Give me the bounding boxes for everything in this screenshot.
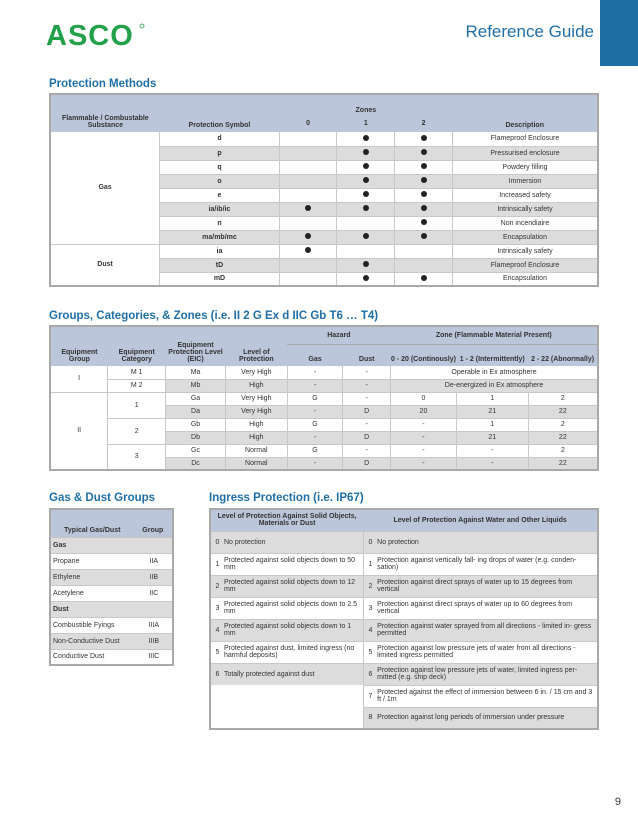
zone-cell bbox=[395, 132, 453, 146]
zone-cell bbox=[279, 272, 337, 286]
header-zone-intermittent: 1 - 2 (Intermittently) bbox=[456, 344, 528, 366]
description-cell: Encapsulation bbox=[452, 272, 598, 286]
zone-dot-icon bbox=[363, 275, 369, 281]
solid-level-cell: 3 bbox=[210, 597, 224, 619]
zone-abnormal-cell: 2 bbox=[528, 418, 598, 431]
solid-level-cell: 1 bbox=[210, 553, 224, 575]
header-zone-1: 1 bbox=[337, 114, 395, 132]
water-level-cell: 7 bbox=[363, 685, 377, 707]
table-row bbox=[50, 418, 598, 431]
protection-methods-table bbox=[49, 93, 599, 287]
zone-cell bbox=[395, 216, 453, 230]
gas-cell: - bbox=[287, 431, 343, 444]
dust-cell: - bbox=[343, 418, 391, 431]
gas-cell: G bbox=[287, 444, 343, 457]
zone-cell bbox=[279, 188, 337, 202]
header-group: Group bbox=[134, 509, 173, 537]
header-description: Description bbox=[452, 94, 598, 132]
zone-cell bbox=[279, 230, 337, 244]
solid-level-cell: 2 bbox=[210, 575, 224, 597]
gas-cell: - bbox=[287, 457, 343, 470]
zone-abnormal-cell: 22 bbox=[528, 405, 598, 418]
solid-desc-cell: No protection bbox=[224, 531, 363, 553]
protection-methods-title: Protection Methods bbox=[49, 78, 157, 90]
zone-cell bbox=[279, 216, 337, 230]
zone-cell bbox=[337, 258, 395, 272]
category-cell: 2 bbox=[108, 418, 166, 444]
description-cell: Increased safety bbox=[452, 188, 598, 202]
zone-cell bbox=[395, 160, 453, 174]
table-row bbox=[210, 619, 598, 641]
solid-level-cell: 4 bbox=[210, 619, 224, 641]
solid-desc-cell: Protected against dust, limited ingress (no harmful deposits) bbox=[224, 641, 363, 663]
header-zone-abnormal: 2 - 22 (Abnormally) bbox=[528, 344, 598, 366]
description-cell: Intrinsically safety bbox=[452, 202, 598, 216]
zone-note-cell: De-energized in Ex atmosphere bbox=[391, 379, 598, 392]
solid-desc-cell: Totally protected against dust bbox=[224, 663, 363, 685]
water-desc-cell: Protected against the effect of immersion between 6 in. / 15 cm and 3 ft / 1m bbox=[377, 685, 598, 707]
zone-intermittent-cell: 21 bbox=[456, 431, 528, 444]
description-cell: Encapsulation bbox=[452, 230, 598, 244]
symbol-cell: ma/mb/mc bbox=[160, 230, 280, 244]
table-row bbox=[50, 601, 173, 617]
zone-intermittent-cell: 21 bbox=[456, 405, 528, 418]
table-row bbox=[50, 366, 598, 379]
zone-dot-icon bbox=[421, 275, 427, 281]
table-row bbox=[210, 707, 598, 729]
header-zones: Zones bbox=[279, 94, 452, 114]
zone-dot-icon bbox=[363, 191, 369, 197]
table-row bbox=[50, 392, 598, 405]
symbol-cell: mD bbox=[160, 272, 280, 286]
groups-categories-title: Groups, Categories, & Zones (i.e. II 2 G Ex d IIC Gb T6 … T4) bbox=[49, 310, 379, 322]
water-desc-cell: Protection against direct sprays of water up to 15 degrees from vertical bbox=[377, 575, 598, 597]
gas-cell: - bbox=[287, 366, 343, 379]
zone-continous-cell: - bbox=[391, 457, 457, 470]
zone-cell bbox=[279, 160, 337, 174]
water-level-cell: 1 bbox=[363, 553, 377, 575]
zone-dot-icon bbox=[363, 135, 369, 141]
gas-dust-name-cell: Dust bbox=[50, 601, 134, 617]
header-hazard: Hazard bbox=[287, 326, 390, 344]
gas-dust-group-cell: IIIA bbox=[134, 617, 173, 633]
zone-cell bbox=[395, 202, 453, 216]
header-dust: Dust bbox=[343, 344, 391, 366]
level-cell: Normal bbox=[225, 444, 287, 457]
groups-categories-table bbox=[49, 325, 599, 471]
water-desc-cell: Protection against vertically fall- ing drops of water (e.g. conden- sation) bbox=[377, 553, 598, 575]
zone-cell bbox=[279, 146, 337, 160]
dust-cell: D bbox=[343, 457, 391, 470]
level-cell: Normal bbox=[225, 457, 287, 470]
ingress-title: Ingress Protection (i.e. IP67) bbox=[209, 492, 364, 504]
symbol-cell: o bbox=[160, 174, 280, 188]
zone-cell bbox=[395, 258, 453, 272]
zone-cell bbox=[337, 188, 395, 202]
table-row bbox=[210, 597, 598, 619]
zone-note-cell: Operable in Ex atmosphere bbox=[391, 366, 598, 379]
symbol-cell: q bbox=[160, 160, 280, 174]
zone-cell bbox=[395, 174, 453, 188]
water-level-cell: 5 bbox=[363, 641, 377, 663]
zone-dot-icon bbox=[305, 233, 311, 239]
zone-cell bbox=[395, 146, 453, 160]
water-level-cell: 0 bbox=[363, 531, 377, 553]
zone-cell bbox=[279, 132, 337, 146]
zone-dot-icon bbox=[421, 205, 427, 211]
zone-abnormal-cell: 22 bbox=[528, 457, 598, 470]
level-cell: High bbox=[225, 431, 287, 444]
zone-dot-icon bbox=[363, 177, 369, 183]
page-title: Reference Guide bbox=[465, 22, 594, 41]
zone-dot-icon bbox=[363, 205, 369, 211]
zone-intermittent-cell: 1 bbox=[456, 392, 528, 405]
header-equipment-group: Equipment Group bbox=[50, 326, 108, 366]
header-gas: Gas bbox=[287, 344, 343, 366]
category-cell: M 1 bbox=[108, 366, 166, 379]
solid-level-cell: 5 bbox=[210, 641, 224, 663]
dust-cell: - bbox=[343, 366, 391, 379]
description-cell: Non incendiaire bbox=[452, 216, 598, 230]
solid-desc-cell: Protected against solid objects down to 2.5 mm bbox=[224, 597, 363, 619]
epl-cell: Dc bbox=[166, 457, 226, 470]
water-level-cell: 8 bbox=[363, 707, 377, 729]
group-cell: I bbox=[50, 366, 108, 392]
gas-dust-group-cell: IIIB bbox=[134, 633, 173, 649]
table-row bbox=[50, 569, 173, 585]
solid-desc-cell: Protected against solid objects down to 50 mm bbox=[224, 553, 363, 575]
epl-cell: Mb bbox=[166, 379, 226, 392]
gas-dust-group-cell: IIA bbox=[134, 553, 173, 569]
zone-cell bbox=[337, 244, 395, 258]
gas-dust-name-cell: Acetylene bbox=[50, 585, 134, 601]
header-solid: Level of Protection Against Solid Objects, Materials or Dust bbox=[210, 509, 363, 531]
ingress-table bbox=[209, 508, 599, 730]
header-zone-0: 0 bbox=[279, 114, 337, 132]
gas-dust-name-cell: Propane bbox=[50, 553, 134, 569]
gas-dust-name-cell: Conductive Dust bbox=[50, 649, 134, 665]
table-row bbox=[50, 244, 598, 258]
header-substance: Flammable / Combustable Substance bbox=[50, 94, 160, 132]
zone-dot-icon bbox=[305, 205, 311, 211]
header-zone: Zone (Flammable Material Present) bbox=[391, 326, 598, 344]
zone-dot-icon bbox=[363, 233, 369, 239]
description-cell: Immersion bbox=[452, 174, 598, 188]
table-row bbox=[50, 617, 173, 633]
zone-cell bbox=[395, 188, 453, 202]
solid-level-cell: 0 bbox=[210, 531, 224, 553]
gas-cell: G bbox=[287, 418, 343, 431]
zone-intermittent-cell: - bbox=[456, 444, 528, 457]
zone-dot-icon bbox=[363, 261, 369, 267]
solid-level-cell bbox=[210, 707, 224, 729]
table-row bbox=[50, 379, 598, 392]
zone-abnormal-cell: 22 bbox=[528, 431, 598, 444]
zone-cell bbox=[337, 160, 395, 174]
water-level-cell: 2 bbox=[363, 575, 377, 597]
symbol-cell: e bbox=[160, 188, 280, 202]
table-row bbox=[50, 649, 173, 665]
zone-dot-icon bbox=[421, 219, 427, 225]
epl-cell: Ma bbox=[166, 366, 226, 379]
zone-abnormal-cell: 2 bbox=[528, 444, 598, 457]
header-water: Level of Protection Against Water and Other Liquids bbox=[363, 509, 598, 531]
epl-cell: Gb bbox=[166, 418, 226, 431]
table-row bbox=[210, 531, 598, 553]
zone-intermittent-cell: - bbox=[456, 457, 528, 470]
zone-dot-icon bbox=[305, 247, 311, 253]
zone-dot-icon bbox=[421, 163, 427, 169]
symbol-cell: n bbox=[160, 216, 280, 230]
header-zone-continous: 0 - 20 (Continously) bbox=[391, 344, 457, 366]
zone-dot-icon bbox=[421, 135, 427, 141]
solid-level-cell bbox=[210, 685, 224, 707]
header-typical: Typical Gas/Dust bbox=[50, 509, 134, 537]
zone-cell bbox=[279, 202, 337, 216]
zone-continous-cell: 0 bbox=[391, 392, 457, 405]
substance-cell: Gas bbox=[50, 132, 160, 244]
zone-abnormal-cell: 2 bbox=[528, 392, 598, 405]
gas-dust-group-cell: IIB bbox=[134, 569, 173, 585]
symbol-cell: ia/ib/ic bbox=[160, 202, 280, 216]
table-row bbox=[50, 553, 173, 569]
description-cell: Flameproof Enclosure bbox=[452, 258, 598, 272]
gas-dust-group-cell bbox=[134, 537, 173, 553]
description-cell: Flameproof Enclosure bbox=[452, 132, 598, 146]
water-desc-cell: Protection against low pressure jets of water, limited ingress per- mitted (e.g. ship deck) bbox=[377, 663, 598, 685]
header-symbol: Protection Symbol bbox=[160, 94, 280, 132]
zone-cell bbox=[337, 132, 395, 146]
zone-cell bbox=[279, 244, 337, 258]
gas-cell: - bbox=[287, 379, 343, 392]
category-cell: 3 bbox=[108, 444, 166, 470]
level-cell: Very High bbox=[225, 366, 287, 379]
dust-cell: - bbox=[343, 392, 391, 405]
solid-desc-cell: Protected against solid objects down to 12 mm bbox=[224, 575, 363, 597]
zone-dot-icon bbox=[421, 149, 427, 155]
zone-dot-icon bbox=[363, 149, 369, 155]
category-cell: 1 bbox=[108, 392, 166, 418]
level-cell: Very High bbox=[225, 405, 287, 418]
zone-cell bbox=[337, 146, 395, 160]
epl-cell: Gc bbox=[166, 444, 226, 457]
description-cell: Pressurised enclosure bbox=[452, 146, 598, 160]
level-cell: High bbox=[225, 379, 287, 392]
epl-cell: Da bbox=[166, 405, 226, 418]
water-level-cell: 3 bbox=[363, 597, 377, 619]
symbol-cell: p bbox=[160, 146, 280, 160]
dust-cell: D bbox=[343, 405, 391, 418]
header-equipment-category: Equipment Category bbox=[108, 326, 166, 366]
zone-cell bbox=[337, 230, 395, 244]
solid-desc-cell bbox=[224, 707, 363, 729]
zone-cell bbox=[395, 230, 453, 244]
dust-cell: D bbox=[343, 431, 391, 444]
level-cell: Very High bbox=[225, 392, 287, 405]
table-row bbox=[210, 663, 598, 685]
symbol-cell: ia bbox=[160, 244, 280, 258]
epl-cell: Db bbox=[166, 431, 226, 444]
gas-dust-group-cell: IIIC bbox=[134, 649, 173, 665]
table-row bbox=[50, 132, 598, 146]
table-row bbox=[50, 633, 173, 649]
symbol-cell: d bbox=[160, 132, 280, 146]
svg-text:ASCO: ASCO bbox=[46, 20, 134, 50]
zone-dot-icon bbox=[421, 233, 427, 239]
table-row bbox=[210, 553, 598, 575]
water-level-cell: 6 bbox=[363, 663, 377, 685]
gas-dust-name-cell: Ethylene bbox=[50, 569, 134, 585]
water-level-cell: 4 bbox=[363, 619, 377, 641]
gas-dust-title: Gas & Dust Groups bbox=[49, 492, 156, 504]
level-cell: High bbox=[225, 418, 287, 431]
category-cell: M 2 bbox=[108, 379, 166, 392]
dust-cell: - bbox=[343, 444, 391, 457]
zone-cell bbox=[337, 272, 395, 286]
zone-continous-cell: - bbox=[391, 418, 457, 431]
header-epl: Equipment Protection Level (EIC) bbox=[166, 326, 226, 366]
zone-cell bbox=[395, 244, 453, 258]
water-desc-cell: Protection against direct sprays of water up to 60 degrees from vertical bbox=[377, 597, 598, 619]
symbol-cell: tD bbox=[160, 258, 280, 272]
table-row bbox=[210, 575, 598, 597]
zone-cell bbox=[337, 174, 395, 188]
group-cell: II bbox=[50, 392, 108, 470]
water-desc-cell: Protection against water sprayed from all directions - limited in- gress permitted bbox=[377, 619, 598, 641]
dust-cell: - bbox=[343, 379, 391, 392]
zone-cell bbox=[395, 272, 453, 286]
solid-desc-cell: Protected against solid objects down to 1 mm bbox=[224, 619, 363, 641]
zone-dot-icon bbox=[363, 163, 369, 169]
substance-cell: Dust bbox=[50, 244, 160, 286]
table-row bbox=[210, 641, 598, 663]
description-cell: Intrinsically safety bbox=[452, 244, 598, 258]
asco-logo bbox=[46, 20, 146, 50]
header-level: Level of Protection bbox=[225, 326, 287, 366]
solid-desc-cell bbox=[224, 685, 363, 707]
zone-cell bbox=[337, 216, 395, 230]
gas-dust-name-cell: Combustible Fyings bbox=[50, 617, 134, 633]
gas-dust-table bbox=[49, 508, 174, 666]
gas-dust-group-cell: IIC bbox=[134, 585, 173, 601]
epl-cell: Ga bbox=[166, 392, 226, 405]
zone-dot-icon bbox=[421, 177, 427, 183]
header-zone-2: 2 bbox=[395, 114, 453, 132]
zone-continous-cell: - bbox=[391, 431, 457, 444]
table-row bbox=[50, 585, 173, 601]
zone-dot-icon bbox=[421, 191, 427, 197]
description-cell: Powdery filling bbox=[452, 160, 598, 174]
page-number: 9 bbox=[614, 796, 621, 808]
gas-cell: - bbox=[287, 405, 343, 418]
zone-cell bbox=[279, 258, 337, 272]
solid-level-cell: 6 bbox=[210, 663, 224, 685]
gas-cell: G bbox=[287, 392, 343, 405]
zone-cell bbox=[279, 174, 337, 188]
header-accent-bar bbox=[600, 0, 638, 66]
zone-intermittent-cell: 1 bbox=[456, 418, 528, 431]
zone-cell bbox=[337, 202, 395, 216]
table-row bbox=[210, 685, 598, 707]
gas-dust-name-cell: Non-Conductive Dust bbox=[50, 633, 134, 649]
gas-dust-name-cell: Gas bbox=[50, 537, 134, 553]
table-row bbox=[50, 444, 598, 457]
water-desc-cell: Protection against low pressure jets of water from all directions - limited ingress permitted bbox=[377, 641, 598, 663]
zone-continous-cell: 20 bbox=[391, 405, 457, 418]
water-desc-cell: Protection against long periods of immersion under pressure bbox=[377, 707, 598, 729]
gas-dust-group-cell bbox=[134, 601, 173, 617]
water-desc-cell: No protection bbox=[377, 531, 598, 553]
table-row bbox=[50, 537, 173, 553]
zone-continous-cell: - bbox=[391, 444, 457, 457]
